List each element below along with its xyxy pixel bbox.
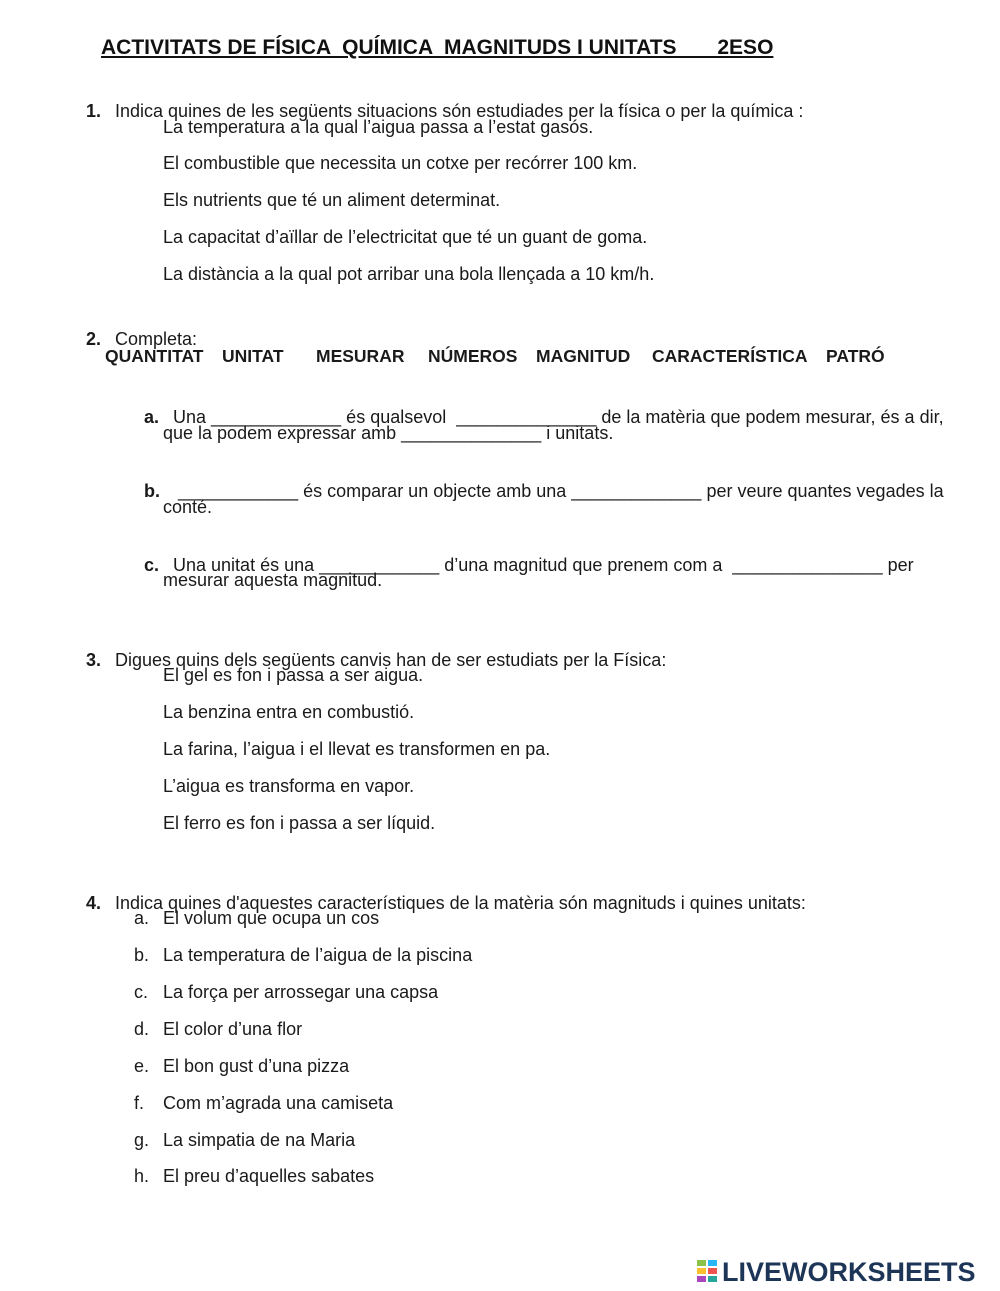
fill-in-item [134,386,944,428]
q4-item [134,1056,349,1077]
item-text: La simpatia de na Maria [163,1130,356,1150]
q3-line: La farina, l’aigua i el llevat es transformen en pa. [163,739,551,759]
question-text: Indica quines d'aquestes característiques de la matèria són magnituds i quines unitats: [115,893,806,913]
item-label: c. [144,555,160,575]
q1-line: Els nutrients que té un aliment determinat. [163,190,501,210]
fill-in-continuation: conté. [163,497,213,517]
q4-item [134,1166,374,1187]
word-bank-item: CARACTERÍSTICA [652,346,808,366]
word-bank-item: QUANTITAT [105,346,204,366]
q4-item [134,982,438,1003]
item-text: El volum que ocupa un cos [163,908,380,928]
item-label: b. [134,945,150,965]
question-text: Completa: [115,329,198,349]
item-label: f. [134,1093,145,1113]
word-bank-item: MESURAR [316,346,405,366]
question-number: 3. [86,650,102,670]
item-label: e. [134,1056,150,1076]
fill-in-text: Una unitat és una ____________ d’una magnitud que prenem com a _______________ per [173,555,914,575]
q1-line: La capacitat d’aïllar de l’electricitat que té un guant de goma. [163,227,648,247]
question-number: 1. [86,101,102,121]
item-label: a. [144,407,160,427]
q4-item [134,908,379,929]
item-label: d. [134,1019,150,1039]
item-label: g. [134,1130,150,1150]
word-bank-item: NÚMEROS [428,346,518,366]
q4-item [134,1093,393,1114]
logo-tile [708,1260,717,1266]
fill-in-item [134,460,944,502]
logo-tile [708,1276,717,1282]
word-bank-item: PATRÓ [826,346,885,366]
question-2 [76,308,197,350]
q1-line: La distància a la qual pot arribar una bola llençada a 10 km/h. [163,264,655,284]
question-text: Indica quines de les següents situacions són estudiades per la física o per la química : [115,101,804,121]
item-label: h. [134,1166,150,1186]
item-text: El color d’una flor [163,1019,303,1039]
question-number: 4. [86,893,102,913]
q1-line: El combustible que necessita un cotxe per recórrer 100 km. [163,153,638,173]
logo-mark-icon [697,1260,719,1284]
logo-tile [697,1276,706,1282]
item-text: El bon gust d’una pizza [163,1056,350,1076]
question-1 [76,80,803,122]
item-text: La força per arrossegar una capsa [163,982,439,1002]
item-label: a. [134,908,150,928]
item-text: Com m’agrada una camiseta [163,1093,394,1113]
item-label: c. [134,982,149,1002]
question-text: Digues quins dels següents canvis han de ser estudiats per la Física: [115,650,667,670]
worksheet-title: ACTIVITATS DE FÍSICA QUÍMICA MAGNITUDS I UNITATS 2ESO [101,36,774,59]
item-text: El preu d’aquelles sabates [163,1166,375,1186]
q3-line: La benzina entra en combustió. [163,702,415,722]
q4-item [134,945,472,966]
liveworksheets-logo[interactable] [697,1256,976,1288]
logo-tile [697,1268,706,1274]
q1-line: La temperatura a la qual l’aigua passa a l’estat gasós. [163,117,594,137]
question-number: 2. [86,329,102,349]
fill-in-continuation: que la podem expressar amb ______________ i unitats. [163,423,614,443]
word-bank-item: MAGNITUD [536,346,631,366]
q3-line: El ferro es fon i passa a ser líquid. [163,813,436,833]
q4-item [134,1019,302,1040]
q3-line: L’aigua es transforma en vapor. [163,776,415,796]
logo-text: LIVEWORKSHEETS [722,1256,976,1287]
q4-item [134,1130,355,1151]
logo-tile [708,1268,717,1274]
item-text: La temperatura de l’aigua de la piscina [163,945,473,965]
fill-in-continuation: mesurar aquesta magnitud. [163,570,383,590]
fill-in-text: Una _____________ és qualsevol ______________ de la matèria que podem mesurar, és a dir, [173,407,944,427]
word-bank-item: UNITAT [222,346,284,366]
logo-tile [697,1260,706,1266]
fill-in-text: ____________ és comparar un objecte amb una _____________ per veure quantes vegades la [173,481,944,501]
q3-line: El gel es fon i passa a ser aigua. [163,665,424,685]
item-label: b. [144,481,161,501]
